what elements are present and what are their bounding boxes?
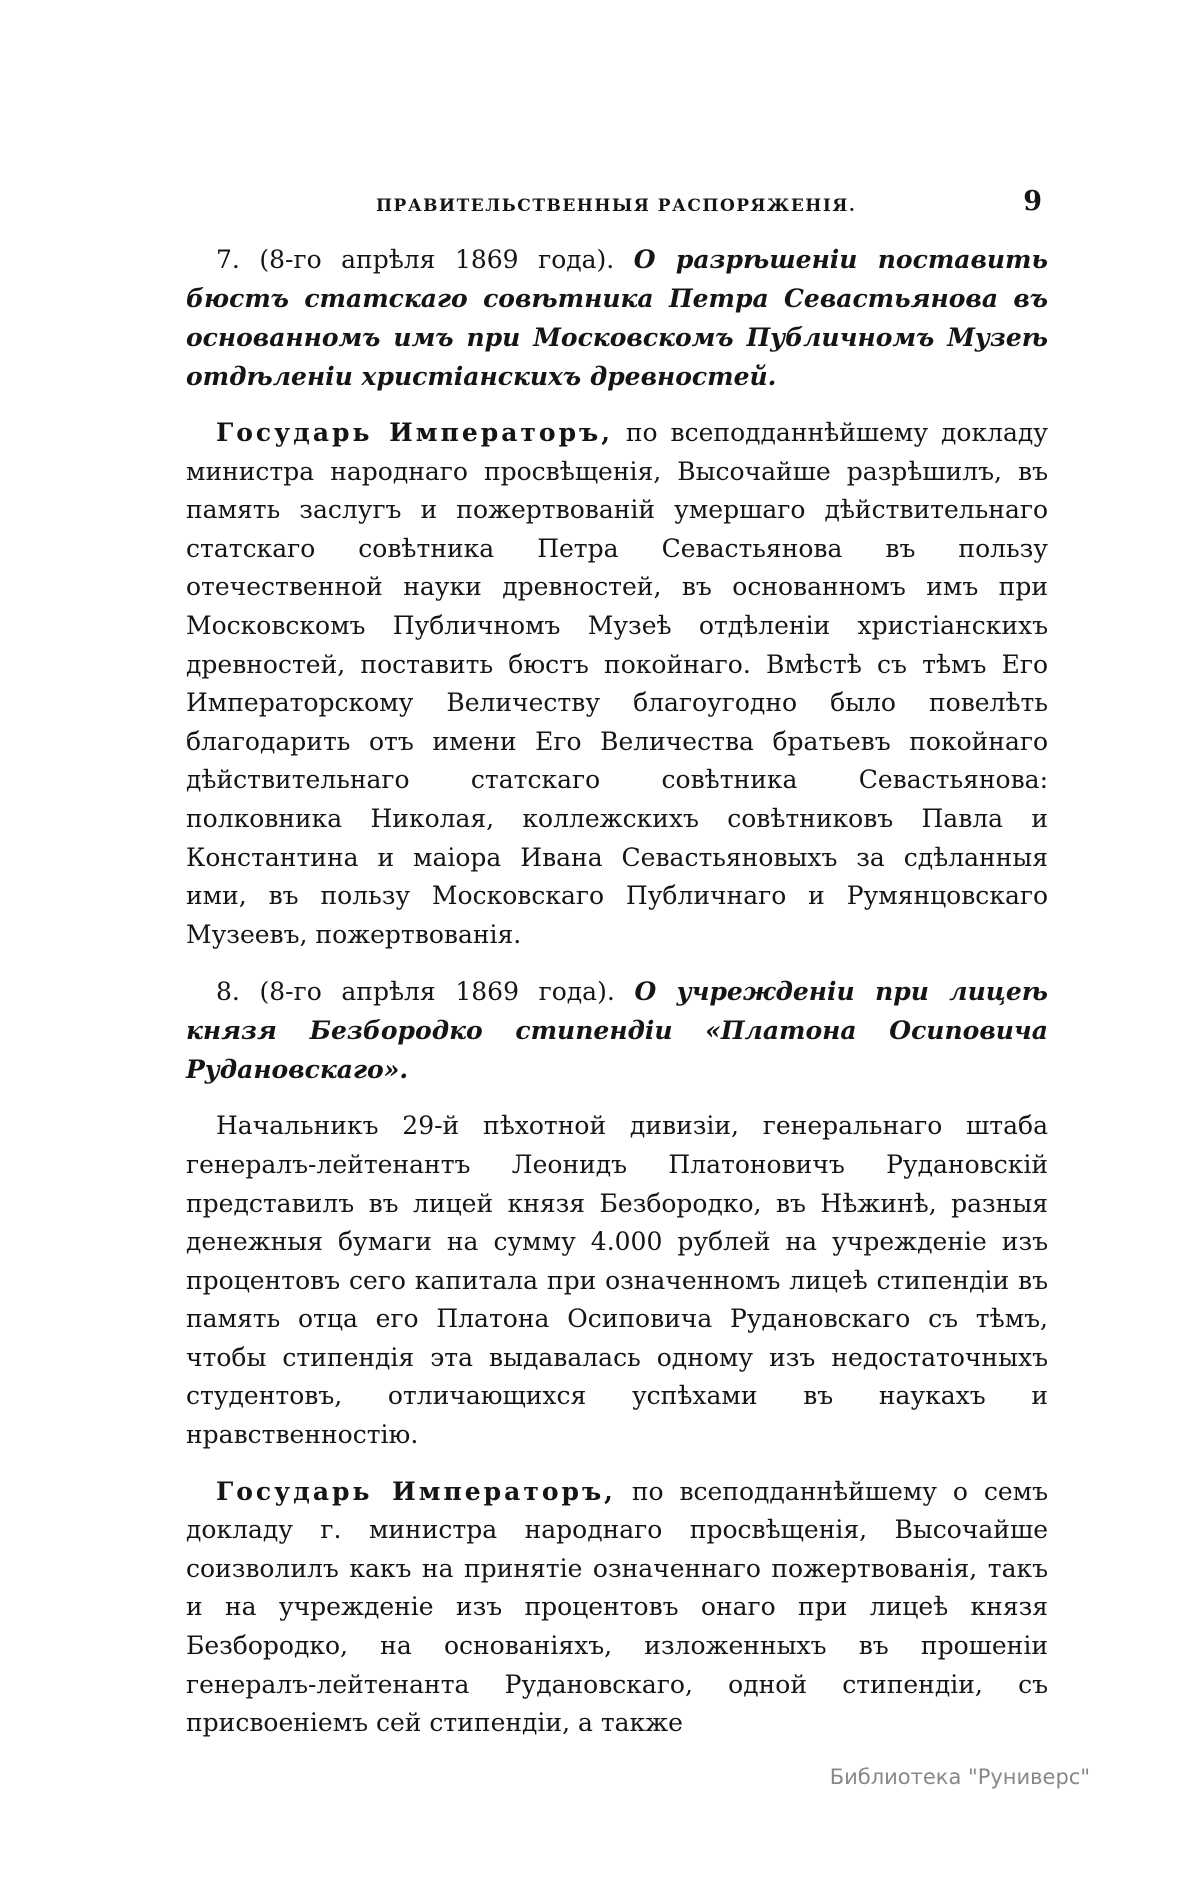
body-text (186, 240, 1048, 1761)
section-7-title: О разрѣшеніи поставить бюстъ статскаго совѣтника Петра Севастьянова въ основанномъ имъ при Московскомъ Публичномъ Музеѣ отдѣленіи христіанскихъ древностей. (186, 245, 1049, 391)
section-8-paragraph-1 (186, 1107, 1048, 1454)
section-8-paragraph-2 (186, 1473, 1048, 1743)
section-8-number: 8. (8-го апрѣля 1869 года). (216, 977, 615, 1007)
paragraph-lead: Государь Императоръ, (216, 418, 613, 447)
page-header (186, 186, 1048, 222)
running-title: ПРАВИТЕЛЬСТВЕННЫЯ РАСПОРЯЖЕНІЯ. (376, 196, 857, 216)
page-number: 9 (1023, 186, 1042, 217)
paragraph-text: по всеподданнѣйшему о семъ докладу г. министра народнаго просвѣщенія, Высочайше соизволилъ какъ на принятіе означеннаго пожертвованія, такъ и на учрежденіе изъ процентовъ онаго при лицеѣ князя Безбородко, на основаніяхъ, изложенныхъ въ прошеніи генералъ-лейтенанта Рудановскаго, одной стипендіи, съ присвоеніемъ сей стипендіи, а также (186, 1476, 1048, 1738)
paragraph-text: по всеподданнѣйшему докладу министра народнаго просвѣщенія, Высочайше разрѣшилъ, въ память заслугъ и пожертвованій умершаго дѣйствительнаго статскаго совѣтника Петра Севастьянова въ пользу отечественной науки древностей, въ основанномъ имъ при Московскомъ Публичномъ Музеѣ отдѣленіи христіанскихъ древностей, поставить бюстъ покойнаго. Вмѣстѣ съ тѣмъ Его Императорскому Величеству благоугодно было повелѣть благодарить отъ имени Его Величества братьевъ покойнаго дѣйствительнаго статскаго совѣтника Севастьянова: полковника Николая, коллежскихъ совѣтниковъ Павла и Константина и маіора Ивана Севастьяновыхъ за сдѣланныя ими, въ пользу Московскаго Публичнаго и Румянцовскаго Музеевъ, пожертвованія. (186, 418, 1048, 949)
section-7-paragraph-1 (186, 414, 1048, 954)
library-watermark: Библиотека "Руниверс" (829, 1765, 1090, 1789)
paragraph-text: Начальникъ 29-й пѣхотной дивизіи, генеральнаго штаба генералъ-лейтенантъ Леонидъ Платоновичъ Рудановскій представилъ въ лицей князя Безбородко, въ Нѣжинѣ, разныя денежныя бумаги на сумму 4.000 рублей на учрежденіе изъ процентовъ сего капитала при означенномъ лицеѣ стипендіи въ память отца его Платона Осиповича Рудановскаго съ тѣмъ, чтобы стипендія эта выдавалась одному изъ недостаточныхъ студентовъ, отличающихся успѣхами въ наукахъ и нравственностію. (186, 1111, 1048, 1450)
section-7-number: 7. (8-го апрѣля 1869 года). (216, 245, 615, 274)
paragraph-lead: Государь Императоръ, (216, 1476, 616, 1506)
section-8-title: О учрежденіи при лицеѣ князя Безбородко стипендіи «Платона Осиповича Рудановскаго». (186, 977, 1049, 1085)
section-7-heading (186, 240, 1048, 396)
section-8-heading (186, 972, 1048, 1089)
